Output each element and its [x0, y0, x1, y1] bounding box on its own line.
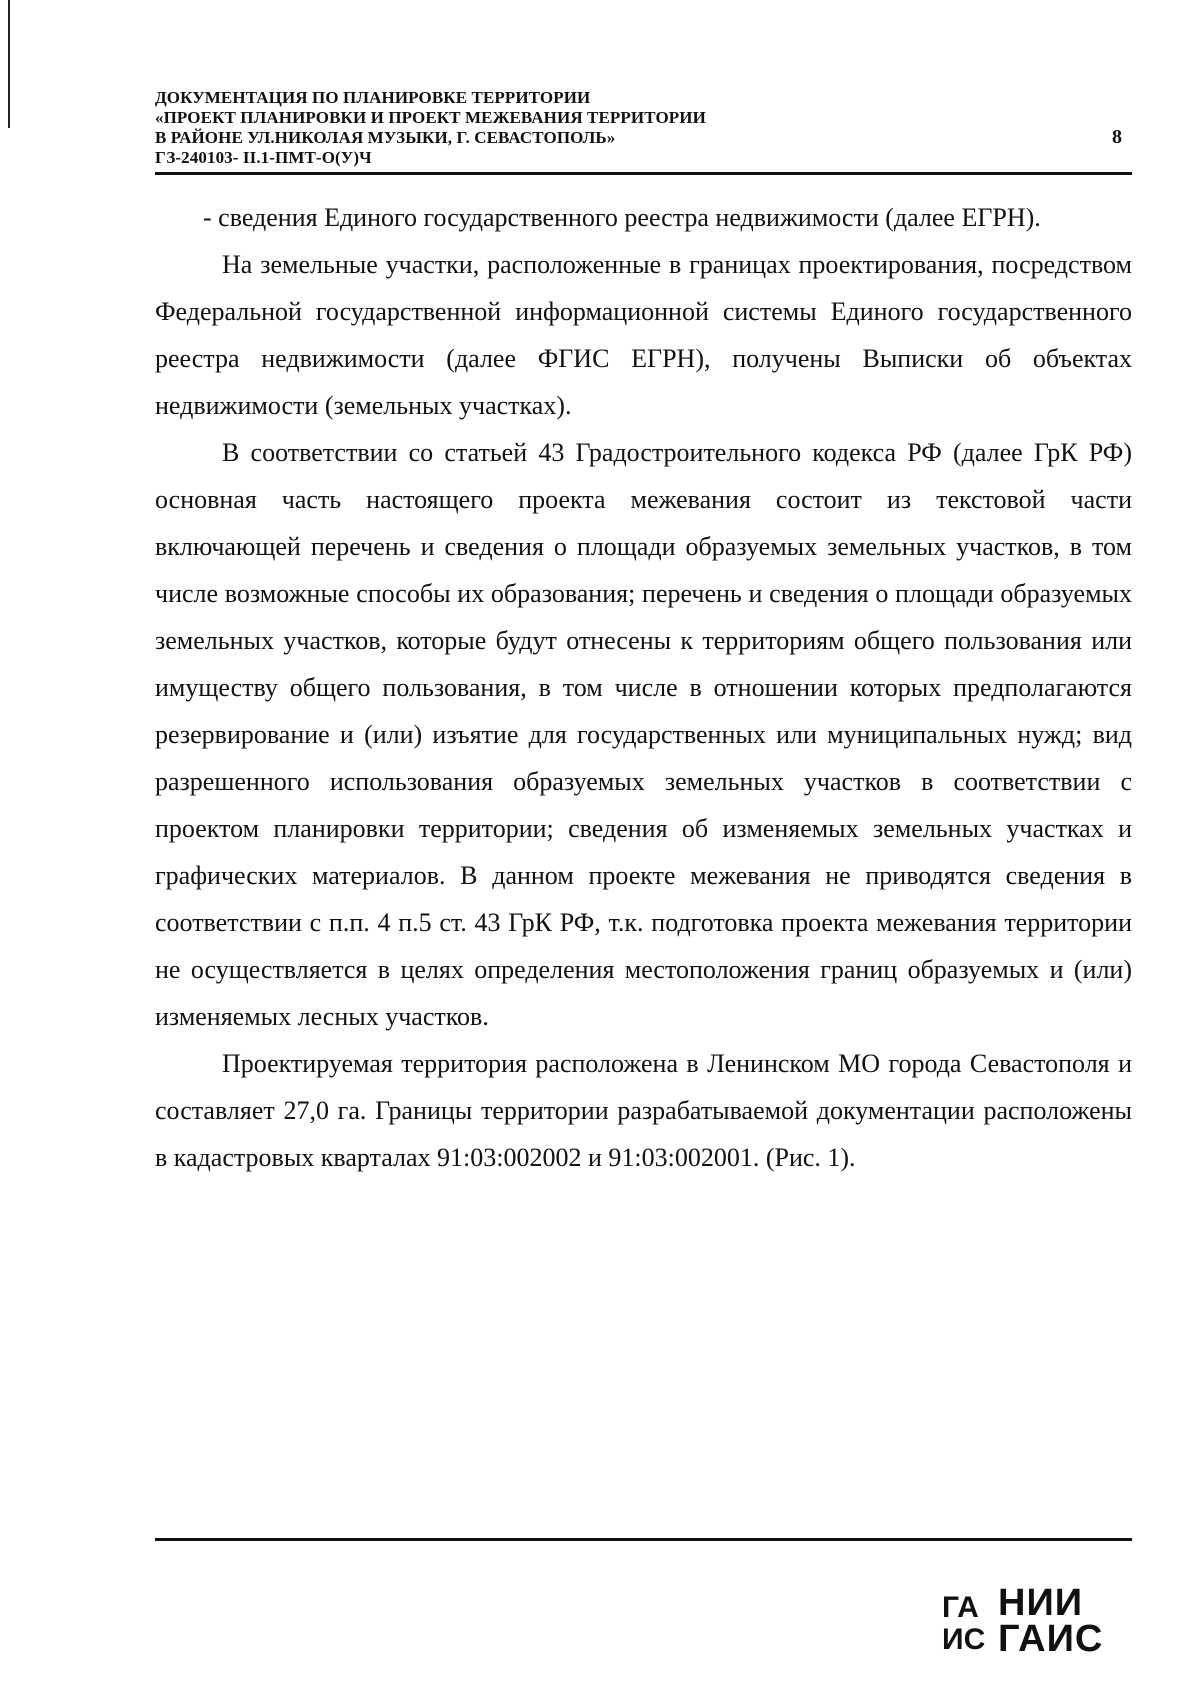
logo-text-line-2: ГАИС	[998, 1618, 1104, 1660]
scan-edge-mark	[8, 0, 10, 128]
company-logo	[940, 1582, 1130, 1660]
header-line-1: ДОКУМЕНТАЦИЯ ПО ПЛАНИРОВКЕ ТЕРРИТОРИИ	[155, 88, 591, 107]
logo-text	[998, 1582, 1104, 1660]
logo-mark-top: ГА	[942, 1591, 979, 1624]
document-code: ГЗ-240103- II.1-ПМТ-О(У)Ч	[155, 148, 372, 167]
header-line-2: «ПРОЕКТ ПЛАНИРОВКИ И ПРОЕКТ МЕЖЕВАНИЯ ТЕРРИТОРИИ	[155, 108, 706, 127]
paragraph-4: Проектируемая территория расположена в Ленинском МО города Севастополя и составляет 27,0 га. Границы территории разрабатываемой документации расположены в кадастровых кварталах 91:03:002002 и 91:03:002001. (Рис. 1).	[155, 1049, 1132, 1172]
header-line-3: В РАЙОНЕ УЛ.НИКОЛАЯ МУЗЫКИ, Г. СЕВАСТОПОЛЬ»	[155, 128, 616, 147]
logo-text-line-1: НИИ	[998, 1582, 1084, 1624]
paragraph-2: На земельные участки, расположенные в границах проектирования, посредством Федеральной государственной информационной системы Единого государственного реестра недвижимости (далее ФГИС ЕГРН), получены Выписки об объектах недвижимости (земельных участках).	[155, 250, 1132, 420]
paragraph-3: В соответствии со статьей 43 Градостроительного кодекса РФ (далее ГрК РФ) основная часть настоящего проекта межевания состоит из текстовой части включающей перечень и сведения о площади образуемых земельных участков, в том числе возможные способы их образования; перечень и сведения о площади образуемых земельных участков, которые будут отнесены к территориям общего пользования или имуществу общего пользования, в том числе в отношении которых предполагаются резервирование и (или) изъятие для государственных или муниципальных нужд; вид разрешенного использования образуемых земельных участков в соответствии с проектом планировки территории; сведения об изменяемых земельных участках и графических материалов. В данном проекте межевания не приводятся сведения в соответствии с п.п. 4 п.5 ст. 43 ГрК РФ, т.к. подготовка проекта межевания территории не осуществляется в целях определения местоположения границ образуемых и (или) изменяемых лесных участков.	[155, 438, 1132, 1031]
header-divider	[155, 172, 1132, 175]
logo-mark-icon	[940, 1589, 992, 1655]
page-number: 8	[1112, 126, 1122, 148]
document-body	[155, 194, 1132, 1181]
paragraph-1: - сведения Единого государственного реестра недвижимости (далее ЕГРН).	[203, 203, 1041, 232]
document-header	[155, 88, 1115, 168]
logo-mark-bottom: ИС	[942, 1623, 986, 1655]
footer-divider	[155, 1538, 1132, 1541]
